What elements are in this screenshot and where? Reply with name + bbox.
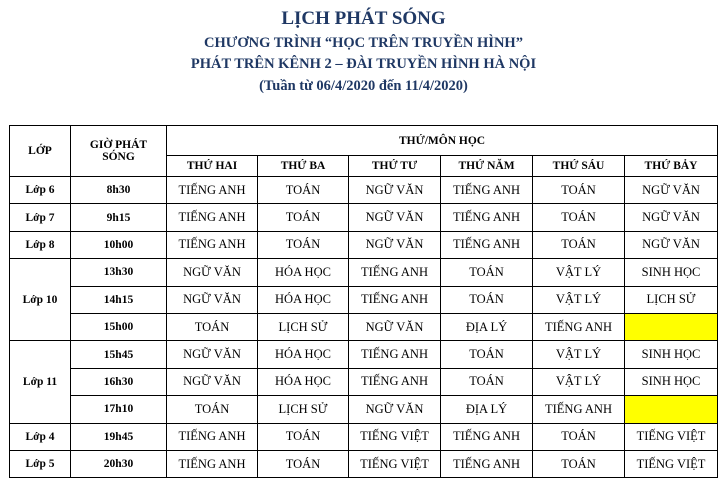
subject-cell: TOÁN	[533, 204, 625, 231]
subject-cell: TOÁN	[441, 368, 533, 395]
subject-cell: TIẾNG ANH	[167, 450, 258, 477]
subject-cell: SINH HỌC	[625, 341, 718, 368]
table-row	[10, 341, 718, 368]
subject-cell: VẬT LÝ	[533, 341, 625, 368]
subject-cell: NGỮ VĂN	[625, 204, 718, 231]
subject-cell: VẬT LÝ	[533, 259, 625, 286]
time-cell: 13h30	[71, 259, 167, 286]
subject-cell: TIẾNG ANH	[441, 450, 533, 477]
subject-cell: NGỮ VĂN	[349, 313, 441, 340]
subject-cell: LỊCH SỬ	[625, 286, 718, 313]
subject-cell: SINH HỌC	[625, 368, 718, 395]
subject-cell: NGỮ VĂN	[167, 259, 258, 286]
subject-cell: TIẾNG ANH	[167, 423, 258, 450]
subject-cell: SINH HỌC	[625, 259, 718, 286]
subject-cell: TOÁN	[441, 286, 533, 313]
time-cell: 9h15	[71, 204, 167, 231]
schedule-table	[9, 125, 718, 478]
subject-cell: TIẾNG ANH	[167, 231, 258, 258]
table-row	[10, 423, 718, 450]
subject-cell: TIẾNG ANH	[349, 341, 441, 368]
day-header: THỨ TƯ	[349, 156, 441, 177]
schedule-body	[10, 177, 718, 478]
header-gio-phat-song: GIỜ PHÁT SÓNG	[71, 126, 167, 177]
subject-cell: TOÁN	[533, 450, 625, 477]
subject-cell: NGỮ VĂN	[625, 177, 718, 204]
class-cell: Lớp 8	[10, 231, 71, 258]
table-row	[10, 286, 718, 313]
subject-cell: NGỮ VĂN	[625, 231, 718, 258]
subject-cell: NGỮ VĂN	[349, 231, 441, 258]
table-row	[10, 177, 718, 204]
subject-cell: TOÁN	[441, 341, 533, 368]
header-thu-mon-hoc: THỨ/MÔN HỌC	[167, 126, 718, 156]
subject-cell: HÓA HỌC	[258, 368, 349, 395]
subject-cell: NGỮ VĂN	[349, 177, 441, 204]
subject-cell: NGỮ VĂN	[167, 341, 258, 368]
day-header: THỨ HAI	[167, 156, 258, 177]
subject-cell: VẬT LÝ	[533, 286, 625, 313]
subject-cell: ĐỊA LÝ	[441, 396, 533, 423]
time-cell: 14h15	[71, 286, 167, 313]
header-lop: LỚP	[10, 126, 71, 177]
time-cell: 15h45	[71, 341, 167, 368]
subject-cell: TIẾNG ANH	[441, 231, 533, 258]
time-cell: 19h45	[71, 423, 167, 450]
day-header: THỨ NĂM	[441, 156, 533, 177]
table-row	[10, 396, 718, 423]
week-range: (Tuần từ 06/4/2020 đến 11/4/2020)	[259, 78, 468, 94]
subject-cell: TOÁN	[258, 423, 349, 450]
subject-cell: TOÁN	[258, 450, 349, 477]
subject-cell: LỊCH SỬ	[258, 313, 349, 340]
empty-slot-cell	[625, 313, 718, 340]
subject-cell: TIẾNG VIỆT	[349, 423, 441, 450]
subject-cell: TOÁN	[258, 231, 349, 258]
time-cell: 17h10	[71, 396, 167, 423]
time-cell: 8h30	[71, 177, 167, 204]
class-cell: Lớp 7	[10, 204, 71, 231]
subject-cell: TIẾNG ANH	[349, 368, 441, 395]
subject-cell: TIẾNG ANH	[349, 259, 441, 286]
subject-cell: TOÁN	[167, 313, 258, 340]
class-cell: Lớp 6	[10, 177, 71, 204]
subject-cell: ĐỊA LÝ	[441, 313, 533, 340]
table-row	[10, 231, 718, 258]
subject-cell: LỊCH SỬ	[258, 396, 349, 423]
subject-cell: TIẾNG ANH	[441, 423, 533, 450]
subject-cell: NGỮ VĂN	[349, 396, 441, 423]
subject-cell: NGỮ VĂN	[349, 204, 441, 231]
day-header: THỨ BẢY	[625, 156, 718, 177]
class-cell: Lớp 11	[10, 341, 71, 423]
subject-cell: TIẾNG ANH	[167, 177, 258, 204]
subject-cell: TOÁN	[258, 177, 349, 204]
subject-cell: HÓA HỌC	[258, 341, 349, 368]
table-row	[10, 368, 718, 395]
subject-cell: NGỮ VĂN	[167, 368, 258, 395]
subject-cell: HÓA HỌC	[258, 286, 349, 313]
subject-cell: NGỮ VĂN	[167, 286, 258, 313]
subject-cell: TIẾNG VIỆT	[625, 423, 718, 450]
subject-cell: TOÁN	[441, 259, 533, 286]
table-row	[10, 313, 718, 340]
subject-cell: TIẾNG ANH	[167, 204, 258, 231]
subject-cell: TIẾNG ANH	[441, 204, 533, 231]
subject-cell: TOÁN	[533, 423, 625, 450]
subject-cell: TOÁN	[167, 396, 258, 423]
time-cell: 16h30	[71, 368, 167, 395]
subject-cell: TOÁN	[533, 231, 625, 258]
subject-cell: TIẾNG VIỆT	[349, 450, 441, 477]
subject-cell: TIẾNG ANH	[533, 313, 625, 340]
empty-slot-cell	[625, 396, 718, 423]
table-row	[10, 450, 718, 477]
subject-cell: TOÁN	[258, 204, 349, 231]
subject-cell: VẬT LÝ	[533, 368, 625, 395]
day-header: THỨ BA	[258, 156, 349, 177]
page-title: LỊCH PHÁT SÓNG	[281, 8, 446, 29]
subject-cell: TIẾNG ANH	[349, 286, 441, 313]
table-row	[10, 204, 718, 231]
subject-cell: TIẾNG VIỆT	[625, 450, 718, 477]
class-cell: Lớp 4	[10, 423, 71, 450]
time-cell: 10h00	[71, 231, 167, 258]
program-name: CHƯƠNG TRÌNH “HỌC TRÊN TRUYỀN HÌNH”	[204, 35, 523, 51]
channel-info: PHÁT TRÊN KÊNH 2 – ĐÀI TRUYỀN HÌNH HÀ NỘI	[190, 56, 537, 72]
time-cell: 20h30	[71, 450, 167, 477]
subject-cell: TOÁN	[533, 177, 625, 204]
subject-cell: HÓA HỌC	[258, 259, 349, 286]
class-cell: Lớp 5	[10, 450, 71, 477]
time-cell: 15h00	[71, 313, 167, 340]
day-header: THỨ SÁU	[533, 156, 625, 177]
subject-cell: TIẾNG ANH	[533, 396, 625, 423]
table-row	[10, 259, 718, 286]
subject-cell: TIẾNG ANH	[441, 177, 533, 204]
class-cell: Lớp 10	[10, 259, 71, 341]
